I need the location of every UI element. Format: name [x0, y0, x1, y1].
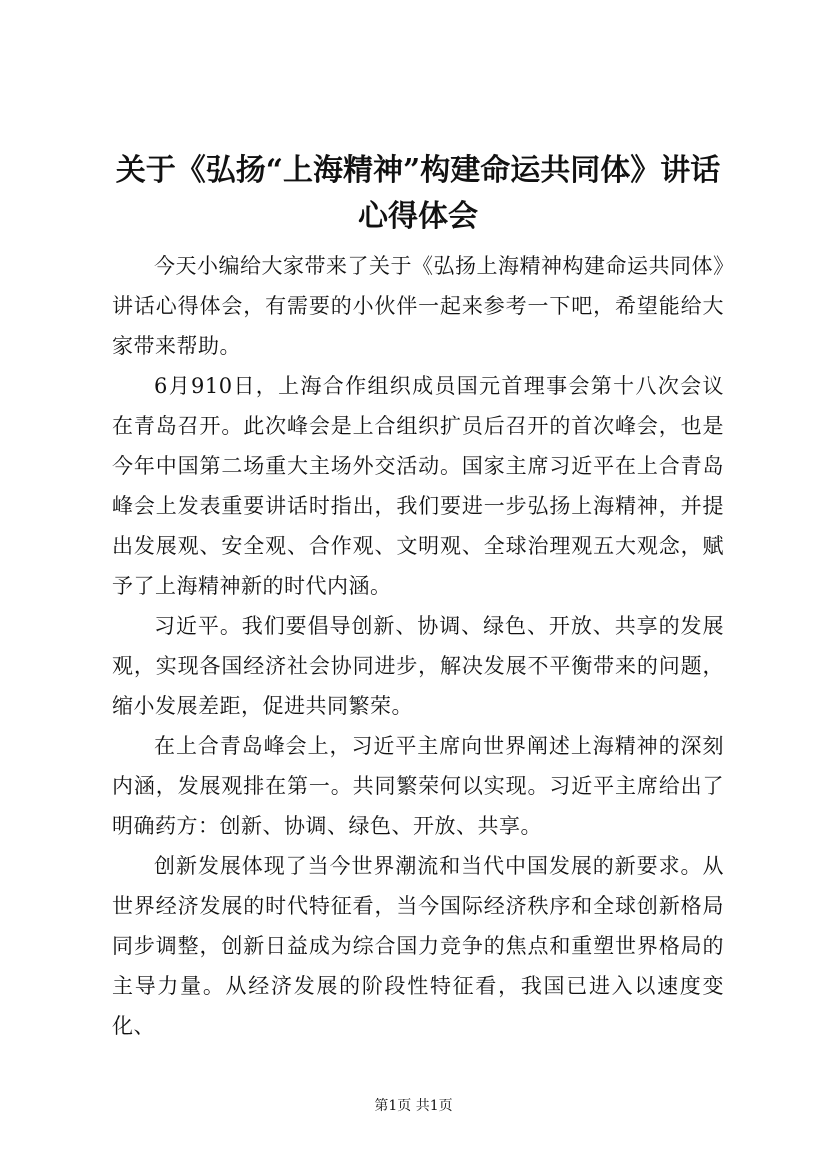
page-footer: 第1页 共1页: [374, 1098, 453, 1114]
document-page: [112, 148, 724, 1046]
paragraph-intro: 今天小编给大家带来了关于《弘扬上海精神构建命运共同体》讲话心得体会，有需要的小伙伴一起来参考一下吧，希望能给大家带来帮助。: [112, 254, 724, 358]
paragraph-innovation: 创新发展体现了当今世界潮流和当代中国发展的新要求。从世界经济发展的时代特征看，当今国际经济秩序和全球创新格局同步调整，创新日益成为综合国力竞争的焦点和重塑世界格局的主导力量。从经济发展的阶段性特征看，我国已进入以速度变化、: [112, 854, 724, 1038]
paragraph-summit: 6月910日，上海合作组织成员国元首理事会第十八次会议在青岛召开。此次峰会是上合组织扩员后召开的首次峰会，也是今年中国第二场重大主场外交活动。国家主席习近平在上合青岛峰会上发表重要讲话时指出，我们要进一步弘扬上海精神，并提出发展观、安全观、合作观、文明观、全球治理观五大观念，赋予了上海精神新的时代内涵。: [112, 374, 724, 598]
paragraph-development-view: 习近平。我们要倡导创新、协调、绿色、开放、共享的发展观，实现各国经济社会协同进步，解决发展不平衡带来的问题，缩小发展差距，促进共同繁荣。: [112, 614, 724, 718]
document-title: 关于《弘扬“上海精神”构建命运共同体》讲话心得体会: [115, 153, 721, 234]
paragraph-qingdao-summit: 在上合青岛峰会上，习近平主席向世界阐述上海精神的深刻内涵，发展观排在第一。共同繁荣何以实现。习近平主席给出了明确药方：创新、协调、绿色、开放、共享。: [112, 734, 724, 838]
